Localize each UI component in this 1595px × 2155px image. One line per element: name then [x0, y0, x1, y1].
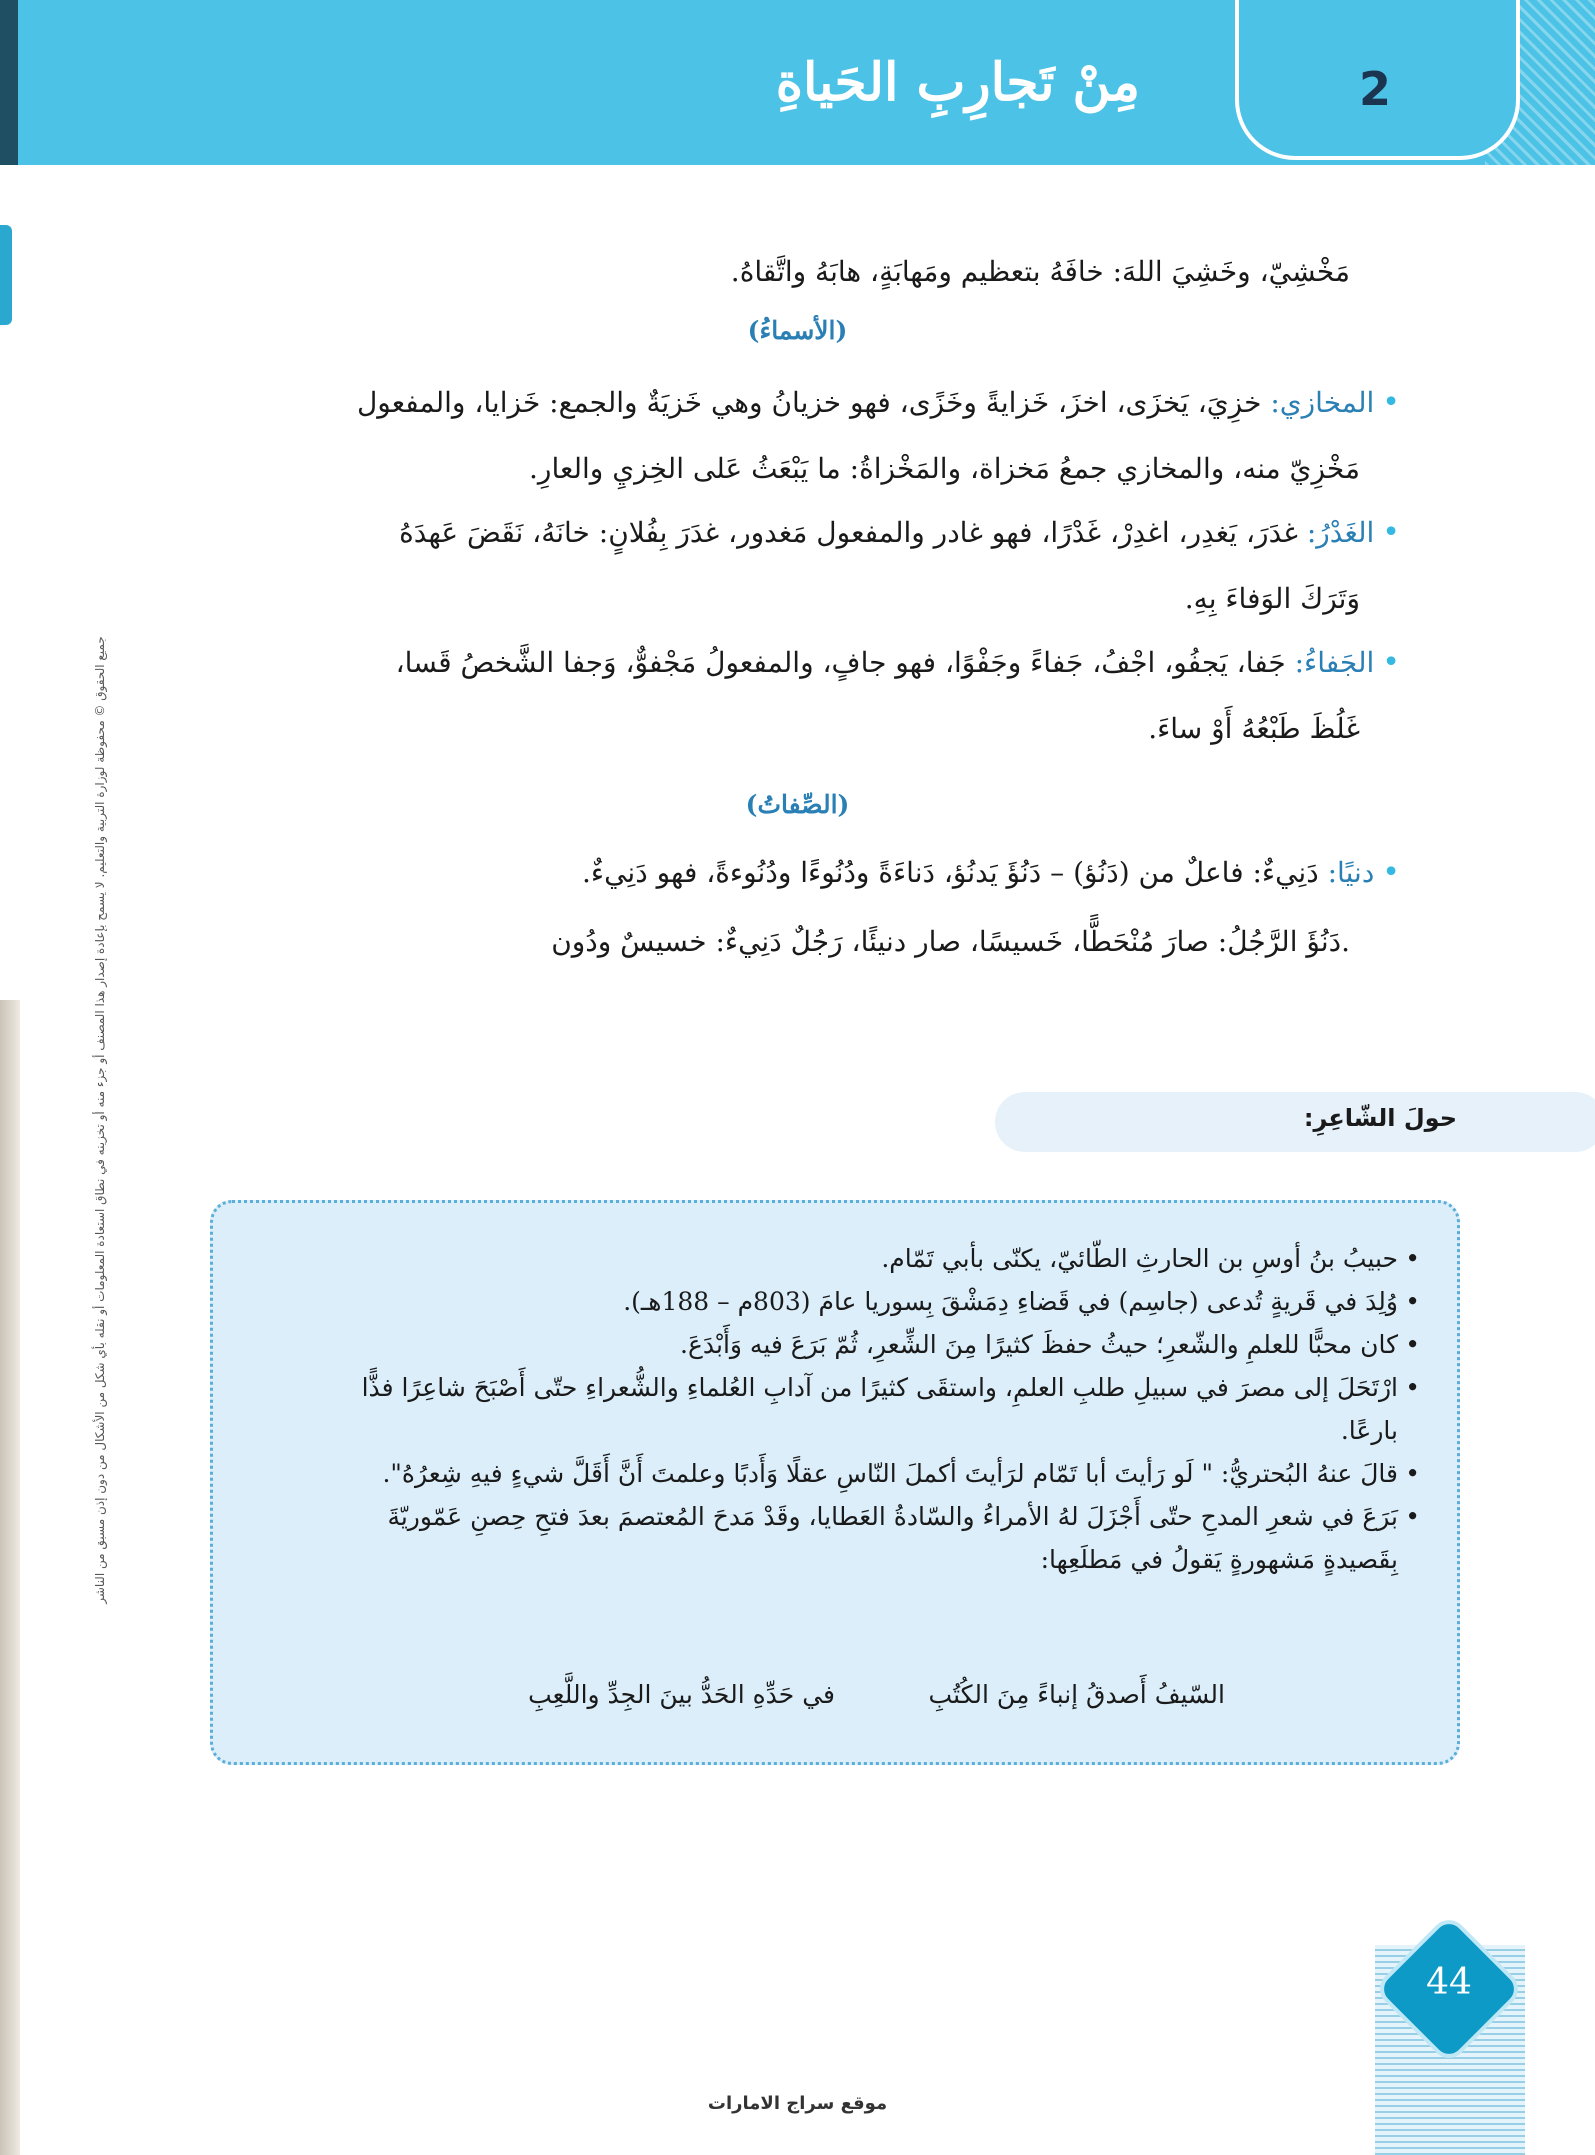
vocab-definition: غدَرَ، يَغدِر، اغدِرْ، غَدْرًا، فهو غادر والمفعول مَغدور، غدَرَ بِفُلانٍ: خانَهُ، نَقَضَ عَهدَهُ [399, 516, 1298, 549]
list-item: • بَرَعَ في شعرِ المدحِ حتّى أَجْزَلَ لهُ الأمراءُ والسّادةُ العَطايا، وقَدْ مَدحَ المُعتصمَ بعدَ فتحِ حِصنِ عَمّوريّةَ بِقَصيدةٍ مَشهورةٍ يَقولُ في مَطلَعِها: [345, 1495, 1420, 1581]
list-item: • وُلِدَ في قَريةٍ تُدعى (جاسِم) في قَضاءِ دِمَشْقَ بِسوريا عامَ (803م – 188هـ). [345, 1280, 1420, 1323]
vocab-definition: جَفا، يَجفُو، اجْفُ، جَفاءً وجَفْوًا، فهو جافٍ، والمفعولُ مَجْفوٌّ، وَجفا الشَّخصُ قَسا، [395, 646, 1286, 679]
vocab-entry [215, 840, 1400, 906]
vocab-term: الجَفاءُ: [1294, 646, 1375, 679]
vocab-entry [215, 500, 1400, 632]
bullet-icon: • [1382, 385, 1400, 420]
verse-first-hemistich: السّيفُ أَصدقُ إنباءً مِنَ الكُتُبِ [928, 1680, 1225, 1709]
nouns-heading: (الأسماءُ) [747, 316, 848, 345]
footer-site-name: موقع سراج الامارات [707, 2093, 888, 2114]
poet-facts-list [345, 1237, 1420, 1581]
header-left-strip [0, 0, 18, 165]
vocab-term: دنيًا: [1327, 856, 1375, 889]
verse-second-hemistich: في حَدِّهِ الحَدُّ بينَ الجِدِّ واللَّعِبِ [528, 1680, 835, 1709]
chapter-title: مِنْ تَجارِبِ الحَياةِ [775, 52, 1140, 113]
list-item: • ارْتَحَلَ إلى مصرَ في سبيلِ طلبِ العلمِ، واستقَى كثيرًا من آدابِ العُلماءِ والشُّعراءِ حتّى أَصْبَحَ شاعِرًا فذًّا بارعًا. [345, 1366, 1420, 1452]
vocab-term: الغَدْرُ: [1306, 516, 1375, 549]
chapter-number: 2 [1358, 62, 1391, 116]
vocab-definition: خزِيَ، يَخزَى، اخزَ، خَزايةً وخَزًى، فهو خزيانُ وهي خَزيَةٌ والجمع: خَزايا، والمفعول [356, 386, 1262, 419]
left-edge-tab [0, 225, 12, 325]
vocab-definition-cont: مَخْزِيّ منه، والمخازي جمعُ مَخزاة، والمَخْزاةُ: ما يَبْعَثُ عَلى الخِزيِ والعارِ. [529, 452, 1360, 485]
left-edge-photo-strip [0, 1000, 20, 2155]
vocab-definition-cont: .دَنُؤَ الرَّجُلُ: صارَ مُنْحَطًّا، خَسيسًا، صار دنيئًا، رَجُلٌ دَنِيءٌ: خسيسٌ ودُون [551, 925, 1350, 958]
poet-section-label: حولَ الشّاعِرِ: [1303, 1104, 1457, 1132]
page-number: 44 [1426, 1962, 1472, 2003]
bullet-icon: • [1382, 855, 1400, 890]
list-item: • كان محبًّا للعلمِ والشّعرِ؛ حيثُ حفظَ كثيرًا مِنَ الشِّعرِ، ثُمّ بَرَعَ فيه وَأَبْدَعَ. [345, 1323, 1420, 1366]
list-item: • قالَ عنهُ البُحتريُّ: " لَو رَأيتَ أبا تَمّام لرَأيتَ أكملَ النّاسِ عقلًا وَأَدبًا وعلمتَ أَنَّ أَقَلَّ شيءٍ فيهِ شِعرُهُ". [345, 1452, 1420, 1495]
vocab-entry [215, 370, 1400, 502]
intro-definition-line: مَخْشِيّ، وخَشِيَ اللهَ: خافَهُ بتعظيم ومَهابَةٍ، هابَهُ واتَّقاهُ. [730, 255, 1350, 288]
bullet-icon: • [1382, 515, 1400, 550]
vocab-definition-cont: غَلُظَ طَبْعُهُ أَوْ ساءَ. [1148, 712, 1360, 745]
adjectives-heading: (الصِّفاتُ) [745, 790, 850, 819]
vocab-entry [215, 630, 1400, 762]
bullet-icon: • [1382, 645, 1400, 680]
list-item: • حبيبُ بنُ أوسِ بن الحارثِ الطّائيّ، يكنّى بأبي تَمّام. [345, 1237, 1420, 1280]
vocab-definition: دَنِيءٌ: فاعلٌ من (دَنُؤ) – دَنُؤَ يَدنُؤ، دَناءَةً ودُنُوءًا ودُنُوءةً، فهو دَنِيءٌ. [582, 856, 1319, 889]
side-copyright-text: جميع الحقوق © محفوظة لوزارة التربية والتعليم. لا يسمح بإعادة إصدار هذا المصنف أو جزء منه أو تخزينه في نطاق استعادة المعلومات أو نقله بأي شكل من الأشكال من دون إذن مسبق من الناشر [93, 636, 107, 1604]
vocab-term: المخازي: [1270, 386, 1375, 419]
vocab-definition-cont: وَتَرَكَ الوَفاءَ بِهِ. [1184, 582, 1360, 615]
poet-section-pill [995, 1092, 1595, 1152]
